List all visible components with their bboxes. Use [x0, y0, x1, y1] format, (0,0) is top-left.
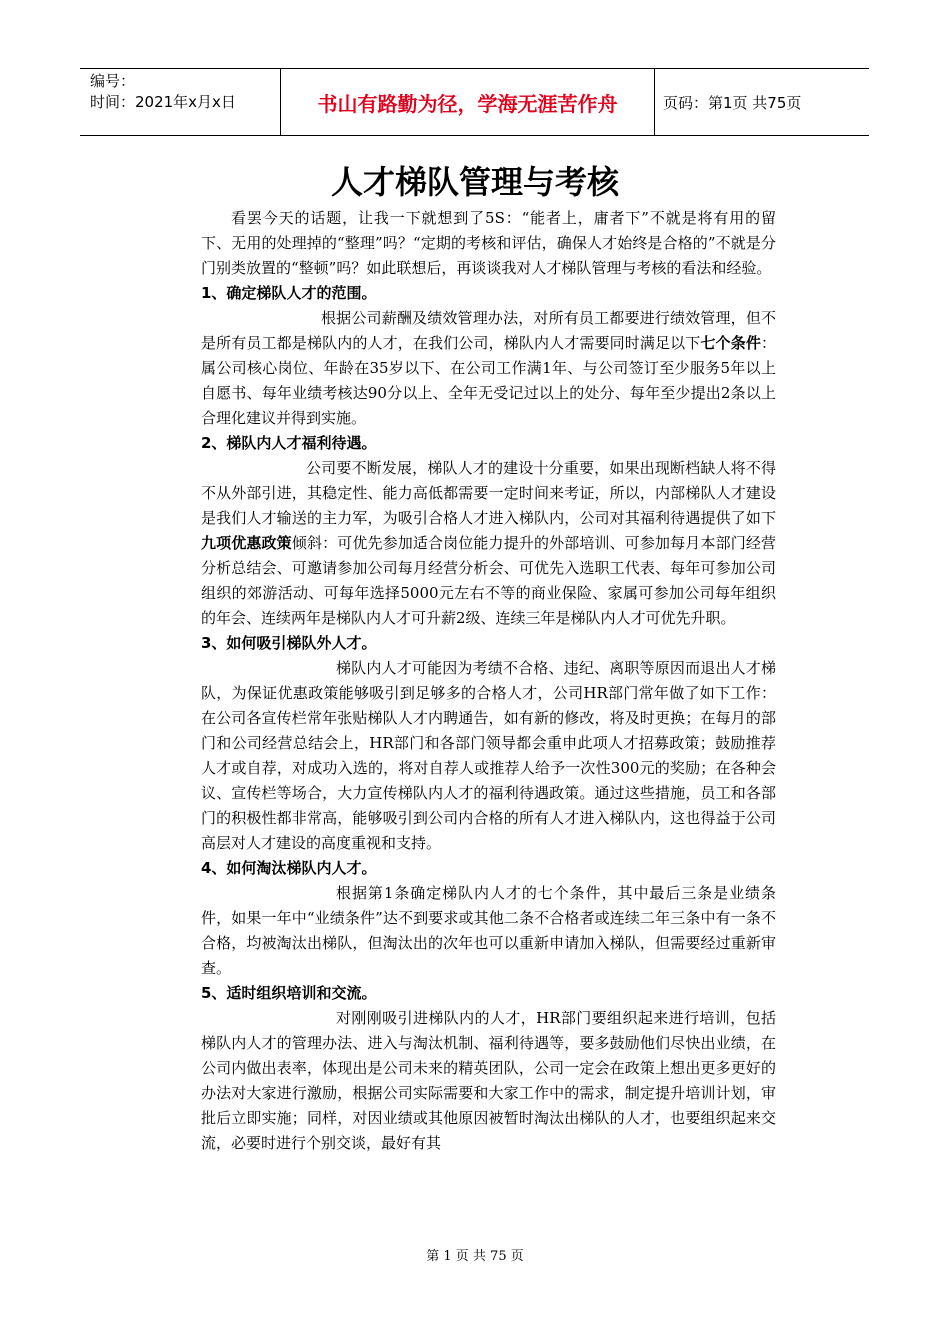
section-paragraph-2: [201, 456, 776, 631]
section-heading-1: 1、确定梯队人才的范围。: [201, 284, 377, 302]
header-motto: 书山有路勤为径，学海无涯苦作舟: [281, 69, 655, 135]
section-1-text-a: 根据公司薪酬及绩效管理办法，对所有员工都要进行绩效管理，但不是所有员工都是梯队内的人才，在我们公司，梯队内人才需要同时满足以下: [201, 309, 776, 352]
section-heading-3: 3、如何吸引梯队外人才。: [201, 634, 377, 652]
section-paragraph-3: 梯队内人才可能因为考绩不合格、违纪、离职等原因而退出人才梯队，为保证优惠政策能够吸引到足够多的合格人才，公司HR部门常年做了如下工作：在公司各宣传栏常年张贴梯队人才内聘通告，如有新的修改，将及时更换；在每月的部门和公司经营总结会上，HR部门和各部门领导都会重申此项人才招募政策；鼓励推荐人才或自荐，对成功入选的，将对自荐人或推荐人给予一次性300元的奖励；在各种会议、宣传栏等场合，大力宣传梯队内人才的福利待遇政策。通过这些措施，员工和各部门的积极性都非常高，能够吸引到公司内合格的所有人才进入梯队内，这也得益于公司高层对人才建设的高度重视和支持。: [201, 659, 776, 852]
section-2-emphasis: 九项优惠政策: [201, 534, 292, 552]
header-meta: [80, 69, 281, 135]
document-body: [201, 206, 776, 1156]
doc-number-label: 编号：: [90, 72, 136, 90]
section-heading-4: 4、如何淘汰梯队内人才。: [201, 859, 377, 877]
section-1-emphasis: 七个条件: [700, 334, 761, 352]
page-footer: 第 1 页 共 75 页: [426, 1249, 524, 1264]
section-paragraph-5: 对刚刚吸引进梯队内的人才，HR部门要组织起来进行培训，包括梯队内人才的管理办法、进入与淘汰机制、福利待遇等，要多鼓励他们尽快出业绩，在公司内做出表率，体现出是公司未来的精英团队，公司一定会在政策上想出更多更好的办法对大家进行激励，根据公司实际需要和大家工作中的需求，制定提升培训计划，审批后立即实施；同样，对因业绩或其他原因被暂时淘汰出梯队的人才，也要组织起来交流，必要时进行个别交谈，最好有其: [201, 1009, 776, 1152]
doc-date: 时间：2021年x月x日: [90, 93, 236, 111]
section-heading-5: 5、适时组织培训和交流。: [201, 984, 377, 1002]
page-header: [80, 68, 869, 136]
section-2-text-b: 倾斜：可优先参加适合岗位能力提升的外部培训、可参加每月本部门经营分析总结会、可邀请参加公司每月经营分析会、可优先入选职工代表、每年可参加公司组织的郊游活动、可每年选择5000元左右不等的商业保险、家属可参加公司每年组织的年会、连续两年是梯队内人才可升薪2级、连续三年是梯队内人才可优先升职。: [201, 534, 776, 627]
document-title: 人才梯队管理与考核: [330, 163, 619, 201]
header-page-info: 页码：第1页 共75页: [663, 93, 802, 112]
section-heading-2: 2、梯队内人才福利待遇。: [201, 434, 377, 452]
section-paragraph-4: 根据第1条确定梯队内人才的七个条件，其中最后三条是业绩条件，如果一年中“业绩条件”达不到要求或其他二条不合格者或连续二年三条中有一条不合格，均被淘汰出梯队，但淘汰出的次年也可以重新申请加入梯队，但需要经过重新审查。: [201, 884, 776, 977]
section-1-text-b: ：属公司核心岗位、年龄在35岁以下、在公司工作满1年、与公司签订至少服务5年以上自愿书、每年业绩考核达90分以上、全年无受记过以上的处分、每年至少提出2条以上合理化建议并得到实施。: [201, 334, 776, 427]
section-2-text-a: 公司要不断发展，梯队人才的建设十分重要，如果出现断档缺人将不得不从外部引进，其稳定性、能力高低都需要一定时间来考证，所以，内部梯队人才建设是我们人才输送的主力军，为吸引合格人才进入梯队内，公司对其福利待遇提供了如下: [201, 459, 776, 527]
intro-paragraph: 看罢今天的话题，让我一下就想到了5S：“能者上，庸者下”不就是将有用的留下、无用的处理掉的“整理”吗？“定期的考核和评估，确保人才始终是合格的”不就是分门别类放置的“整顿”吗？如此联想后，再谈谈我对人才梯队管理与考核的看法和经验。: [201, 209, 776, 277]
section-paragraph-1: [201, 306, 776, 431]
